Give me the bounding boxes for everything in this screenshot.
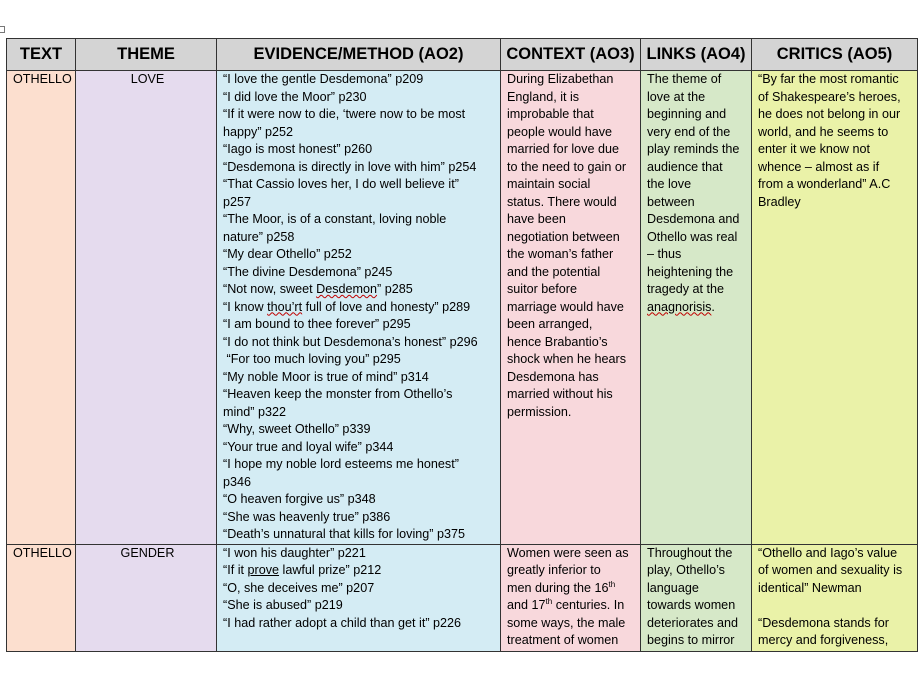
superscript: th — [608, 579, 616, 589]
links-line: heightening the — [647, 264, 734, 279]
cell-evidence — [217, 544, 501, 651]
context-line: During Elizabethan — [507, 72, 614, 86]
context-line: Desdemona has — [507, 369, 599, 384]
context-line: shock when he hears — [507, 352, 627, 366]
links-line: Throughout the — [647, 545, 733, 560]
quote-line: “Desdemona is directly in love with him” p254 — [223, 159, 477, 174]
superscript: th — [545, 596, 553, 606]
context-line: status. There would — [507, 194, 617, 209]
context-line: married without his — [507, 387, 613, 401]
links-line: tragedy at the — [647, 282, 725, 296]
context-line: people would have — [507, 124, 613, 139]
links-text: . — [711, 299, 715, 314]
context-line: greatly inferior to — [507, 563, 601, 577]
quote-line: “Death’s unnatural that kills for loving” p375 — [223, 527, 465, 541]
quote-text: “I know — [223, 299, 268, 314]
context-line: treatment of women — [507, 633, 619, 647]
links-line: – thus — [647, 247, 682, 261]
cell-links — [641, 71, 752, 545]
cell-critics — [752, 71, 918, 545]
quote-line — [223, 299, 497, 317]
quote-line — [223, 281, 497, 299]
context-line: have been — [507, 212, 566, 226]
cell-text: OTHELLO — [7, 544, 76, 651]
links-line: deteriorates and — [647, 615, 739, 630]
links-line: very end of the — [647, 124, 731, 139]
context-line: permission. — [507, 404, 572, 419]
critics-line: mercy and forgiveness, — [758, 633, 889, 647]
quote-line: “Why, sweet Othello” p339 — [223, 422, 371, 436]
table-move-handle-icon[interactable] — [0, 26, 5, 33]
quote-text: “If it — [223, 563, 248, 577]
critics-line: “By far the most romantic — [758, 72, 899, 86]
links-line: beginning and — [647, 107, 727, 121]
quote-line: p257 — [223, 194, 252, 209]
links-line: The theme of — [647, 72, 722, 86]
context-line — [507, 580, 637, 598]
critics-line: from a wonderland” A.C — [758, 177, 891, 191]
context-line: to the need to gain or — [507, 159, 627, 174]
links-line: begins to mirror — [647, 633, 735, 647]
paragraph-gap — [758, 597, 914, 615]
context-line: negotiation between — [507, 229, 620, 244]
quote-line: “Heaven keep the monster from Othello’s — [223, 387, 453, 401]
quote-text: lawful prize” p212 — [279, 563, 382, 577]
quote-line: “She is abused” p219 — [223, 598, 343, 612]
context-line: been arranged, — [507, 317, 593, 331]
critics-line: world, and he seems to — [758, 124, 889, 139]
context-line: married for love due — [507, 142, 619, 156]
header-links: LINKS (AO4) — [641, 39, 752, 71]
underlined-word: prove — [247, 563, 280, 577]
context-line: marriage would have — [507, 299, 624, 314]
context-line — [507, 597, 637, 615]
critics-line: Bradley — [758, 194, 801, 209]
quote-line: “The divine Desdemona” p245 — [223, 264, 393, 279]
links-line: audience that — [647, 159, 723, 174]
quote-line: “O heaven forgive us” p348 — [223, 492, 376, 506]
spellcheck-word[interactable]: thou’rt — [267, 299, 303, 314]
cell-context — [501, 71, 641, 545]
cell-theme: LOVE — [76, 71, 217, 545]
quote-line: nature” p258 — [223, 229, 295, 244]
cell-theme: GENDER — [76, 544, 217, 651]
cell-links — [641, 544, 752, 651]
quote-line: “For too much loving you” p295 — [223, 352, 401, 366]
quote-line: happy” p252 — [223, 124, 294, 139]
links-line — [647, 299, 748, 317]
quote-line: “If it were now to die, ‘twere now to be most — [223, 107, 466, 121]
links-line: Othello was real — [647, 229, 738, 244]
quote-line: “I do not think but Desdemona’s honest” p296 — [223, 334, 478, 349]
quote-line: “My dear Othello” p252 — [223, 247, 352, 261]
quote-line: “Your true and loyal wife” p344 — [223, 439, 394, 454]
cell-critics — [752, 544, 918, 651]
quote-line: “I love the gentle Desdemona” p209 — [223, 72, 424, 86]
quote-line: “I am bound to thee forever” p295 — [223, 317, 411, 331]
critics-line: whence – almost as if — [758, 159, 880, 174]
links-line: the love — [647, 177, 692, 191]
table-row-gender — [7, 544, 918, 651]
quote-line: “I won his daughter” p221 — [223, 545, 366, 560]
cell-text: OTHELLO — [7, 71, 76, 545]
quote-line: p346 — [223, 474, 252, 489]
header-critics: CRITICS (AO5) — [752, 39, 918, 71]
context-text: men during the 16 — [507, 580, 609, 595]
critics-line: of women and sexuality is — [758, 563, 903, 577]
links-line: play reminds the — [647, 142, 740, 156]
context-text: and 17 — [507, 598, 546, 612]
critics-line: of Shakespeare’s heroes, — [758, 89, 901, 104]
quote-line: “My noble Moor is true of mind” p314 — [223, 369, 429, 384]
spellcheck-word[interactable]: anagnorisis — [647, 299, 712, 314]
links-line: between — [647, 194, 695, 209]
context-line: some ways, the male — [507, 615, 626, 630]
context-line: hence Brabantio’s — [507, 334, 608, 349]
quote-text: full of love and honesty” p289 — [302, 299, 471, 314]
quote-line: “I had rather adopt a child than get it” p226 — [223, 615, 462, 630]
quote-line: “The Moor, is of a constant, loving noble — [223, 212, 447, 226]
header-theme: THEME — [76, 39, 217, 71]
cell-context — [501, 544, 641, 651]
critics-line: identical” Newman — [758, 580, 862, 595]
revision-table — [6, 38, 918, 652]
context-line: maintain social — [507, 177, 591, 191]
critics-line: “Othello and Iago’s value — [758, 545, 898, 560]
header-text: TEXT — [7, 39, 76, 71]
context-line: and the potential — [507, 264, 601, 279]
cell-evidence — [217, 71, 501, 545]
quote-line: “I did love the Moor” p230 — [223, 89, 367, 104]
critics-line: enter it we know not — [758, 142, 871, 156]
context-line: improbable that — [507, 107, 594, 121]
critics-line: “Desdemona stands for — [758, 615, 889, 630]
context-line: Women were seen as — [507, 545, 629, 560]
links-line: Desdemona and — [647, 212, 740, 226]
header-row — [7, 39, 918, 71]
quote-text: “Not now, sweet — [223, 282, 317, 296]
context-text: centuries. In — [552, 598, 625, 612]
quote-line: “O, she deceives me” p207 — [223, 580, 375, 595]
quote-line: mind” p322 — [223, 404, 287, 419]
quote-line: “She was heavenly true” p386 — [223, 509, 391, 524]
quote-line — [223, 562, 497, 580]
table-row-love — [7, 71, 918, 545]
quote-line: “Iago is most honest” p260 — [223, 142, 373, 156]
context-line: the woman’s father — [507, 247, 614, 261]
links-line: towards women — [647, 598, 736, 612]
quote-line: “That Cassio loves her, I do well believe it” — [223, 177, 459, 191]
header-context: CONTEXT (AO3) — [501, 39, 641, 71]
links-line: love at the — [647, 89, 706, 104]
context-line: suitor before — [507, 282, 578, 296]
quote-text: ” p285 — [377, 282, 413, 296]
critics-line: he does not belong in our — [758, 107, 901, 121]
quote-line: “I hope my noble lord esteems me honest” — [223, 457, 459, 471]
header-evidence: EVIDENCE/METHOD (AO2) — [217, 39, 501, 71]
context-line: England, it is — [507, 89, 580, 104]
links-line: play, Othello’s — [647, 563, 725, 577]
links-line: language — [647, 580, 699, 595]
spellcheck-word[interactable]: Desdemon — [316, 282, 378, 296]
